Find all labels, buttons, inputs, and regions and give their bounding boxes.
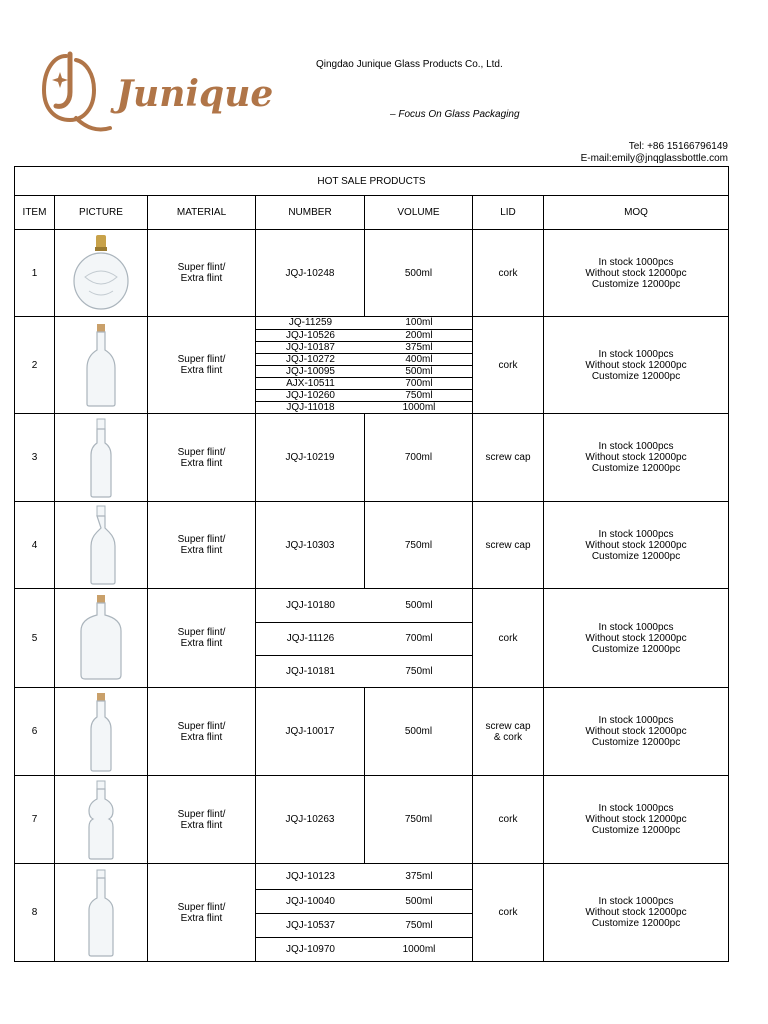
header-number: NUMBER xyxy=(256,196,365,230)
product-number: JQJ-10248 xyxy=(256,230,365,317)
volume: 500ml xyxy=(365,688,473,776)
svg-text:Junique: Junique xyxy=(116,73,274,115)
product-number: JQJ-10123 xyxy=(256,864,365,889)
header-item: ITEM xyxy=(15,196,55,230)
volume: 500ml xyxy=(365,230,473,317)
volume: 375ml xyxy=(365,864,473,889)
volume: 750ml xyxy=(365,913,473,937)
volume: 200ml xyxy=(365,329,473,341)
product-picture xyxy=(55,589,148,688)
product-number: JQJ-10263 xyxy=(256,776,365,864)
telephone: Tel: +86 15166796149 xyxy=(628,141,728,152)
lid: cork xyxy=(473,864,544,962)
volume: 1000ml xyxy=(402,943,436,955)
item-number: 3 xyxy=(15,414,55,502)
moq: In stock 1000pcs Without stock 12000pc Customize 12000pc xyxy=(544,864,729,962)
item-number: 1 xyxy=(15,230,55,317)
material: Super flint/ Extra flint xyxy=(148,317,256,414)
material: Super flint/ Extra flint xyxy=(148,414,256,502)
product-number: JQJ-10260 xyxy=(256,389,365,401)
volume: 700ml xyxy=(365,414,473,502)
lid: cork xyxy=(473,230,544,317)
product-number: JQJ-10219 xyxy=(256,414,365,502)
variant-list xyxy=(256,864,473,962)
volume: 375ml xyxy=(365,341,473,353)
bottle-7-shaped-icon xyxy=(85,779,117,861)
product-number: AJX-10511 xyxy=(256,377,365,389)
table-row xyxy=(15,317,729,414)
product-picture xyxy=(55,414,148,502)
product-number: JQJ-10187 xyxy=(256,341,365,353)
company-name: Qingdao Junique Glass Products Co., Ltd. xyxy=(316,59,503,70)
table-row xyxy=(15,776,729,864)
item-number: 2 xyxy=(15,317,55,414)
item-number: 7 xyxy=(15,776,55,864)
product-number: JQJ-10526 xyxy=(256,329,365,341)
item-number: 5 xyxy=(15,589,55,688)
volume: 700ml xyxy=(365,377,473,389)
product-number: JQJ-10181 xyxy=(286,665,335,677)
moq: In stock 1000pcs Without stock 12000pc Customize 12000pc xyxy=(544,776,729,864)
junique-logo xyxy=(36,48,274,136)
volume: 500ml xyxy=(365,589,473,622)
moq: In stock 1000pcs Without stock 12000pc Customize 12000pc xyxy=(544,502,729,589)
bottle-5-wide-cork-icon xyxy=(79,593,123,683)
bottle-2-cork-icon xyxy=(81,322,121,408)
product-number: JQJ-10303 xyxy=(256,502,365,589)
lid: cork xyxy=(473,776,544,864)
product-number: JQJ-10180 xyxy=(256,589,365,622)
header-picture: PICTURE xyxy=(55,196,148,230)
volume: 500ml xyxy=(365,889,473,913)
header-lid: LID xyxy=(473,196,544,230)
bottle-3-screwcap-icon xyxy=(86,417,116,499)
product-number: JQJ-10095 xyxy=(256,365,365,377)
table-row xyxy=(15,688,729,776)
table-row xyxy=(15,230,729,317)
lid: screw cap xyxy=(473,414,544,502)
hot-sale-products-table xyxy=(14,166,729,962)
item-number: 8 xyxy=(15,864,55,962)
product-number: JQJ-10017 xyxy=(256,688,365,776)
product-picture xyxy=(55,317,148,414)
header-volume: VOLUME xyxy=(365,196,473,230)
material: Super flint/ Extra flint xyxy=(148,776,256,864)
material: Super flint/ Extra flint xyxy=(148,688,256,776)
table-title: HOT SALE PRODUCTS xyxy=(15,167,729,196)
lid: cork xyxy=(473,589,544,688)
variant-list xyxy=(256,589,473,688)
lid: screw cap & cork xyxy=(473,688,544,776)
table-row xyxy=(15,414,729,502)
item-number: 4 xyxy=(15,502,55,589)
volume: 750ml xyxy=(365,389,473,401)
moq: In stock 1000pcs Without stock 12000pc Customize 12000pc xyxy=(544,230,729,317)
moq: In stock 1000pcs Without stock 12000pc Customize 12000pc xyxy=(544,317,729,414)
moq: In stock 1000pcs Without stock 12000pc Customize 12000pc xyxy=(544,688,729,776)
volume: 750ml xyxy=(365,502,473,589)
product-picture xyxy=(55,502,148,589)
volume: 1000ml xyxy=(402,401,436,413)
email: E-mail:emily@jnqglassbottle.com xyxy=(580,153,728,164)
product-number: JQJ-10537 xyxy=(256,913,365,937)
product-number: JQJ-10970 xyxy=(286,943,335,955)
moq: In stock 1000pcs Without stock 12000pc Customize 12000pc xyxy=(544,414,729,502)
volume: 750ml xyxy=(365,776,473,864)
volume: 700ml xyxy=(365,622,473,655)
bottle-1-round-decanter-icon xyxy=(71,233,131,313)
product-number: JQJ-10272 xyxy=(256,353,365,365)
volume: 750ml xyxy=(405,665,433,677)
product-number: JQJ-11126 xyxy=(256,622,365,655)
header-material: MATERIAL xyxy=(148,196,256,230)
product-number: JQ-11259 xyxy=(256,317,365,329)
material: Super flint/ Extra flint xyxy=(148,589,256,688)
volume: 500ml xyxy=(365,365,473,377)
slogan: – Focus On Glass Packaging xyxy=(390,109,520,120)
header-moq: MOQ xyxy=(544,196,729,230)
product-number: JQJ-10040 xyxy=(256,889,365,913)
product-picture xyxy=(55,864,148,962)
table-row xyxy=(15,589,729,688)
lid: screw cap xyxy=(473,502,544,589)
bottle-6-cork-icon xyxy=(86,691,116,773)
item-number: 6 xyxy=(15,688,55,776)
material: Super flint/ Extra flint xyxy=(148,230,256,317)
moq: In stock 1000pcs Without stock 12000pc Customize 12000pc xyxy=(544,589,729,688)
volume: 100ml xyxy=(365,317,473,329)
volume: 400ml xyxy=(365,353,473,365)
bottle-8-tall-icon xyxy=(86,868,116,958)
product-picture xyxy=(55,688,148,776)
product-picture xyxy=(55,776,148,864)
product-number: JQJ-11018 xyxy=(286,401,335,413)
table-row xyxy=(15,502,729,589)
product-picture xyxy=(55,230,148,317)
variant-list xyxy=(256,317,473,414)
bottle-4-screwcap-icon xyxy=(84,504,118,586)
material: Super flint/ Extra flint xyxy=(148,502,256,589)
table-row xyxy=(15,864,729,962)
lid: cork xyxy=(473,317,544,414)
material: Super flint/ Extra flint xyxy=(148,864,256,962)
